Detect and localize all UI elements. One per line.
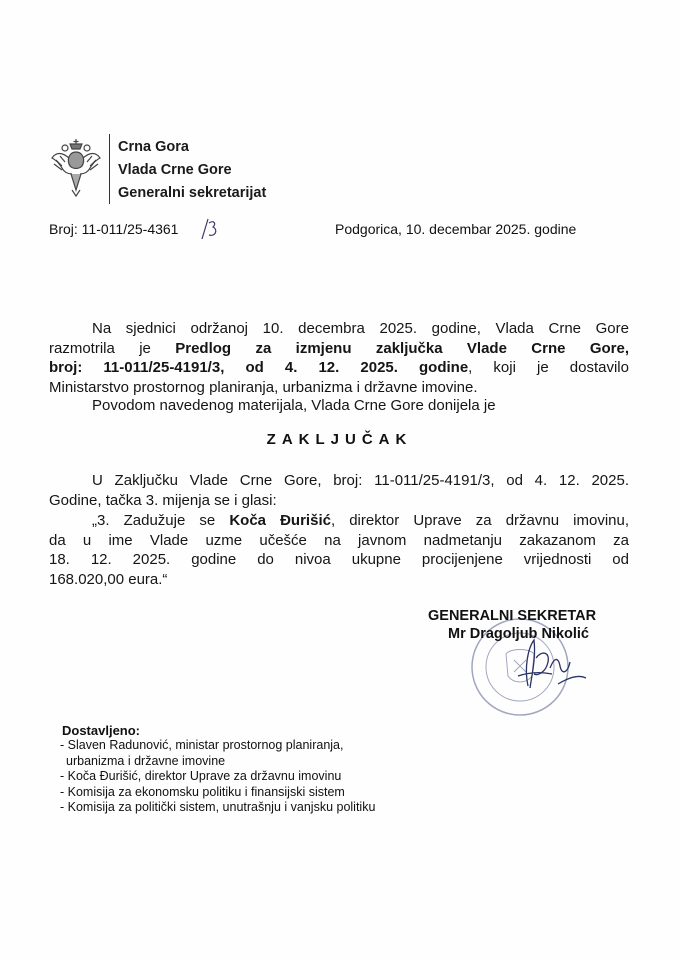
distribution-item: - Komisija za politički sistem, unutrašnju i vanjsku politiku (60, 800, 376, 815)
intro-text: , koji je dostavilo (468, 359, 629, 377)
header-government: Vlada Crne Gore (118, 162, 232, 178)
intro-line-4: Ministarstvo prostornog planiranja, urbanizma i državne imovine. (49, 378, 478, 396)
signatory-title: GENERALNI SEKRETAR (428, 608, 597, 624)
intro-subject-bold: Predlog za izmjenu zaključka Vlade Crne Gore, (175, 339, 630, 357)
intro-line-5: Povodom navedenog materijala, Vlada Crne Gore donijela je (92, 397, 496, 414)
quote-line-2: da u ime Vlade uzme učešće na javnom nadmetanju zakazanom za (49, 531, 629, 549)
intro-text: razmotrila je (49, 339, 176, 357)
distribution-item: urbanizma i državne imovine (66, 753, 226, 768)
quote-text: , direktor Uprave za državnu imovinu, (330, 512, 629, 529)
header-country: Crna Gora (118, 139, 189, 155)
signatory-name: Mr Dragoljub Nikolić (448, 626, 589, 642)
decision-heading: ZAKLJUČAK (266, 431, 413, 448)
coat-of-arms-icon (50, 138, 102, 198)
distribution-title: Dostavljeno: (62, 723, 141, 738)
distribution-list (60, 738, 375, 816)
quote-line-3: 18. 12. 2025. godine do nivoa ukupne procijenjene vrijednosti od (49, 551, 629, 569)
header-secretariat: Generalni sekretarijat (118, 185, 267, 201)
header-divider (109, 134, 110, 204)
intro-line-2 (49, 339, 629, 359)
intro-paragraph (49, 319, 629, 397)
quote-line-4: 168.020,00 eura.“ (49, 570, 168, 588)
intro-number-bold: broj: 11-011/25-4191/3, od 4. 12. 2025. godine (49, 359, 469, 377)
institution-header (118, 136, 266, 205)
quoted-amendment (49, 511, 629, 589)
document-number: Broj: 11-011/25-4361 (49, 221, 179, 237)
distribution-item: - Komisija za ekonomsku politiku i finansijski sistem (60, 784, 345, 799)
handwritten-number-mark (199, 216, 219, 242)
intro-line-3 (49, 358, 629, 378)
place-date: Podgorica, 10. decembar 2025. godine (335, 221, 577, 237)
intro-line-1: Na sjednici održanoj 10. decembra 2025. godine, Vlada Crne Gore (92, 320, 629, 337)
quote-line-1 (49, 511, 629, 531)
quote-person-bold: Koča Đurišić (229, 512, 331, 529)
quote-text: „3. Zadužuje se (92, 512, 230, 529)
distribution-item: - Koča Đurišić, direktor Uprave za državnu imovinu (60, 769, 342, 784)
decision-line-1: U Zaključku Vlade Crne Gore, broj: 11-011/25-4191/3, od 4. 12. 2025. (92, 472, 629, 489)
decision-line-2: Godine, tačka 3. mijenja se i glasi: (49, 491, 277, 509)
distribution-item: - Slaven Radunović, ministar prostornog planiranja, (60, 738, 344, 752)
decision-paragraph (49, 471, 629, 510)
